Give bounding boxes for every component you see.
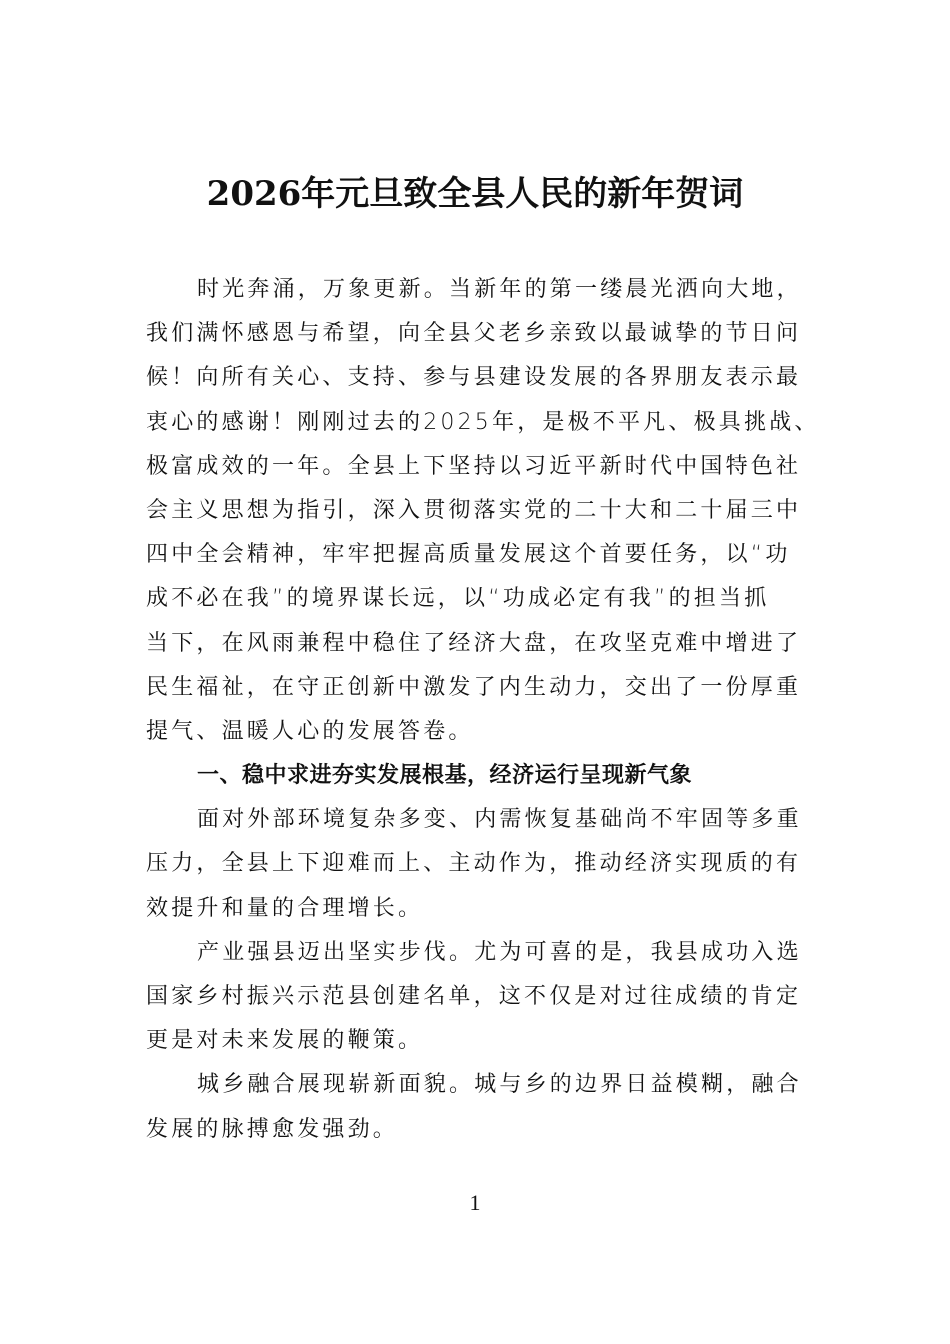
text-line: 候！向所有关心、支持、参与县建设发展的各界朋友表示最 [146,365,802,391]
text-line: 城乡融合展现崭新面貌。城与乡的边界日益模糊，融合 [197,1072,802,1098]
text-line: 衷心的感谢！刚刚过去的2025年，是极不平凡、极具挑战、 [146,409,820,435]
text-line: 当下，在风雨兼程中稳住了经济大盘，在攻坚克难中增进了 [146,630,802,656]
section-heading [146,754,826,798]
document-body [146,268,826,1152]
section-heading-text: 一、稳中求进夯实发展根基，经济运行呈现新气象 [197,763,693,789]
page-number: 1 [469,1190,481,1215]
document-title: 2026年元旦致全县人民的新年贺词 [206,174,744,214]
text-line: 发展的脉搏愈发强劲。 [146,1116,399,1142]
paragraph-intro [146,268,826,754]
text-line: 提气、温暖人心的发展答卷。 [146,718,474,744]
text-line: 面对外部环境复杂多变、内需恢复基础尚不牢固等多重 [197,807,802,833]
text-line: 我们满怀感恩与希望，向全县父老乡亲致以最诚挚的节日问 [146,321,802,347]
text-line: 产业强县迈出坚实步伐。尤为可喜的是，我县成功入选 [197,939,802,965]
text-line: 时光奔涌，万象更新。当新年的第一缕晨光洒向大地， [197,277,802,302]
paragraph-economy [146,798,826,931]
text-line: 民生福祉，在守正创新中激发了内生动力，交出了一份厚重 [146,674,802,700]
text-line: 国家乡村振兴示范县创建名单，这不仅是对过往成绩的肯定 [146,984,802,1009]
text-line: 压力，全县上下迎难而上、主动作为，推动经济实现质的有 [146,851,802,877]
text-line: 成不必在我”的境界谋长远，以“功成必定有我”的担当抓 [146,586,770,612]
text-line: 四中全会精神，牢牢把握高质量发展这个首要任务，以“功 [146,542,791,568]
paragraph-urban-rural [146,1063,826,1151]
text-line: 更是对未来发展的鞭策。 [146,1028,424,1054]
text-line: 会主义思想为指引，深入贯彻落实党的二十大和二十届三中 [146,497,802,523]
text-line: 极富成效的一年。全县上下坚持以习近平新时代中国特色社 [146,453,802,479]
paragraph-industry [146,931,826,1064]
text-line: 效提升和量的合理增长。 [146,895,424,921]
